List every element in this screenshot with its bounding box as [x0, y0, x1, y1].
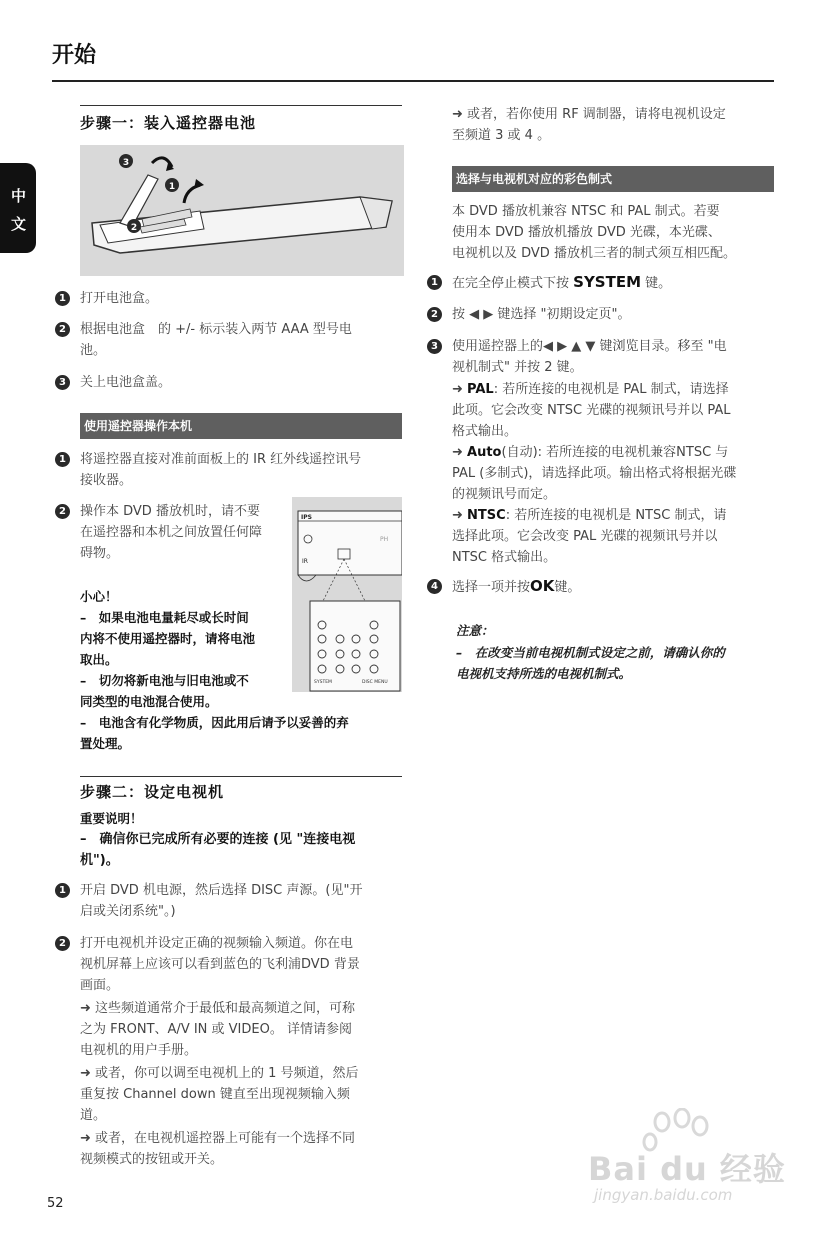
caution-line-4: – 切勿将新电池与旧电池或不: [80, 673, 249, 688]
color-step-number-1: 1: [427, 275, 442, 290]
watermark-brand: Bai du 经验: [588, 1150, 786, 1188]
remote-item-1-line1: 将遥控器直接对准前面板上的 IR 红外线遥控讯号: [80, 452, 362, 467]
pal-option-line2: 此项。它会改变 NTSC 光碟的视频讯号并以 PAL: [452, 403, 731, 418]
rf-note-line1: ➜ 或者，若你使用 RF 调制器，请将电视机设定: [452, 107, 726, 122]
caution-line-1: – 如果电池电量耗尽或长时间: [80, 610, 249, 625]
remote-item-2-line3: 碍物。: [80, 546, 120, 561]
ir-label-text: IR: [302, 558, 308, 565]
title-divider: [52, 80, 774, 82]
step-number-2: 2: [55, 322, 70, 337]
remote-battery-illustration: [80, 145, 404, 276]
svg-text:1: 1: [168, 182, 176, 192]
color-item-1-text: 在完全停止模式下按 SYSTEM 键。: [452, 273, 672, 291]
caution-line-2: 内将不使用遥控器时，请将电池: [80, 631, 256, 646]
caution-line-6: – 电池含有化学物质，因此用后请予以妥善的弃: [80, 715, 349, 730]
rf-note-line2: 至频道 3 或 4 。: [452, 128, 551, 143]
color-step-number-4: 4: [427, 579, 442, 594]
language-tab-label-2: 文: [11, 215, 27, 233]
callout-1: [165, 178, 179, 192]
step1-item-3-text: 关上电池盒盖。: [80, 375, 172, 390]
language-tab[interactable]: [0, 163, 36, 253]
svg-text:2: 2: [130, 223, 138, 233]
color-intro-line3: 电视机以及 DVD 播放机三者的制式须互相匹配。: [452, 246, 736, 261]
remote-step-number-2: 2: [55, 504, 70, 519]
callout-3: [119, 154, 133, 168]
step1-rule: [80, 105, 402, 106]
page-title: 开始: [52, 43, 97, 68]
system-key: SYSTEM: [573, 273, 642, 291]
color-intro-line2: 使用本 DVD 播放机播放 DVD 光碟，本光碟、: [452, 225, 721, 240]
tv-item-2-line10: ➜ 或者，在电视机遥控器上可能有一个选择不同: [80, 1131, 356, 1146]
color-item-2-text: 按 ◀ ▶ 键选择 "初期设定页"。: [452, 307, 631, 322]
svg-text:3: 3: [122, 158, 130, 168]
remote-item-1-line2: 接收器。: [80, 473, 133, 488]
remote-step-number-1: 1: [55, 452, 70, 467]
note-line-2: 电视机支持所选的电视机制式。: [456, 666, 632, 681]
remote-item-2-line2: 在遥控器和本机之间放置任何障: [80, 525, 263, 540]
tv-item-2-line3: 画面。: [80, 978, 120, 993]
tv-item-2-line7: ➜ 或者，你可以调至电视机上的 1 号频道，然后: [80, 1066, 359, 1081]
page-number: 52: [47, 1196, 64, 1211]
ntsc-option-line3: NTSC 格式输出。: [452, 550, 557, 565]
pal-option-line3: 格式输出。: [452, 424, 518, 439]
baidu-watermark: [586, 1108, 786, 1216]
important-line-1: – 确信你已完成所有必要的连接 (见 "连接电视: [80, 832, 356, 847]
tv-item-2-line1: 打开电视机并设定正确的视频输入频道。你在电: [80, 936, 354, 951]
disc-menu-key-label: DISC MENU: [362, 680, 388, 685]
tv-step-number-1: 1: [55, 883, 70, 898]
note-title: 注意：: [456, 623, 494, 638]
color-step-number-2: 2: [427, 307, 442, 322]
pal-option-line1: ➜ PAL: 若所连接的电视机是 PAL 制式，请选择: [452, 382, 729, 397]
color-item-3-line2: 视机制式" 并按 2 键。: [452, 360, 583, 375]
color-step-number-3: 3: [427, 339, 442, 354]
color-item-3-line1: 使用遥控器上的◀ ▶ ▲ ▼ 键浏览目录。移至 "电: [452, 339, 727, 354]
caution-line-7: 置处理。: [80, 736, 131, 751]
auto-option-line3: 的视频讯号而定。: [452, 487, 557, 502]
caution-line-3: 取出。: [80, 652, 118, 667]
tv-item-2-line11: 视频模式的按钮或开关。: [80, 1152, 224, 1167]
tv-item-2-line5: 之为 FRONT、A/V IN 或 VIDEO。 详情请参阅: [80, 1022, 352, 1037]
system-key-label: SYSTEM: [314, 680, 332, 685]
important-line-2: 机")。: [80, 853, 119, 868]
watermark-url: jingyan.baidu.com: [594, 1186, 733, 1204]
caution-line-5: 同类型的电池混合使用。: [80, 694, 218, 709]
note-line-1: – 在改变当前电视机制式设定之前，请确认你的: [456, 645, 725, 660]
remote-item-2-line1: 操作本 DVD 播放机时，请不要: [80, 504, 260, 519]
important-title: 重要说明！: [80, 811, 143, 826]
step2-rule: [80, 776, 402, 777]
pal-key: PAL: [467, 382, 494, 397]
step1-heading: 步骤一：装入遥控器电池: [80, 114, 257, 132]
step1-item-1-text: 打开电池盒。: [80, 291, 159, 306]
color-item-4-text: 选择一项并按OK键。: [452, 577, 581, 595]
language-tab-label-1: 中: [11, 187, 27, 205]
tv-item-2-line6: 电视机的用户手册。: [80, 1043, 198, 1058]
ok-key: OK: [530, 577, 555, 595]
remote-aim-figure: [292, 497, 402, 692]
ntsc-key: NTSC: [467, 508, 506, 523]
step1-item-2-line1: 根据电池盒 的 +/- 标示装入两节 AAA 型号电: [80, 322, 352, 337]
tv-item-1-line1: 开启 DVD 机电源，然后选择 DISC 声源。(见"开: [80, 883, 363, 898]
remote-section-bar: 使用遥控器操作本机: [80, 413, 402, 439]
tv-item-2-line9: 道。: [80, 1108, 107, 1123]
step-number-1: 1: [55, 291, 70, 306]
tv-item-1-line2: 启或关闭系统"。): [80, 904, 176, 919]
step2-heading: 步骤二：设定电视机: [80, 783, 225, 801]
player-brand-text: IPS: [301, 514, 312, 521]
remote-aim-illustration: [292, 497, 402, 692]
tv-item-2-line8: 重复按 Channel down 键直至出现视频输入频: [80, 1087, 350, 1102]
tv-item-2-line2: 视机屏幕上应该可以看到蓝色的飞利浦DVD 背景: [80, 957, 360, 972]
step1-item-2-line2: 池。: [80, 343, 107, 358]
caution-title: 小心！: [80, 589, 118, 604]
auto-key: Auto: [467, 445, 502, 460]
tv-item-2-line4: ➜ 这些频道通常介于最低和最高频道之间，可称: [80, 1001, 356, 1016]
tv-step-number-2: 2: [55, 936, 70, 951]
ntsc-option-line1: ➜ NTSC: 若所连接的电视机是 NTSC 制式，请: [452, 508, 727, 523]
auto-option-line2: PAL (多制式)，请选择此项。输出格式将根据光碟: [452, 466, 737, 481]
callout-2: [127, 219, 141, 233]
auto-option-line1: ➜ Auto(自动): 若所连接的电视机兼容NTSC 与: [452, 445, 729, 460]
color-system-bar: 选择与电视机对应的彩色制式: [452, 166, 774, 192]
ntsc-option-line2: 选择此项。它会改变 PAL 光碟的视频讯号并以: [452, 529, 718, 544]
tv-label-text: PH: [380, 536, 389, 543]
step-number-3: 3: [55, 375, 70, 390]
color-intro-line1: 本 DVD 播放机兼容 NTSC 和 PAL 制式。若要: [452, 204, 720, 219]
battery-figure: [80, 145, 404, 276]
